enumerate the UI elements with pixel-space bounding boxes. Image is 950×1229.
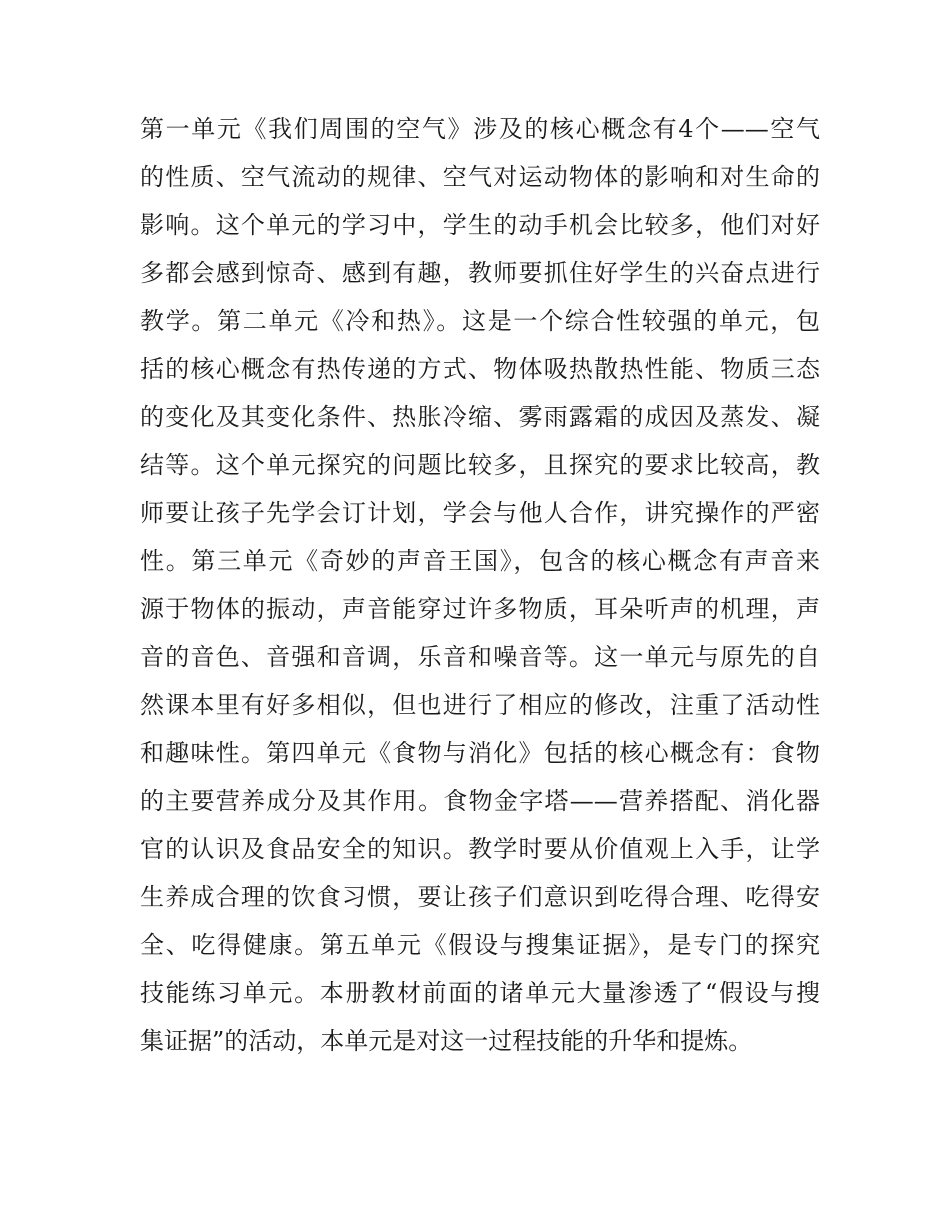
body-paragraph	[140, 105, 820, 1065]
paragraph-line: 影响。这个单元的学习中，学生的动手机会比较多，他们对好	[140, 211, 820, 239]
paragraph-line: 生养成合理的饮食习惯，要让孩子们意识到吃得合理、吃得安	[140, 883, 820, 911]
paragraph-line: 集证据”的活动，本单元是对这一过程技能的升华和提炼。	[140, 1027, 753, 1055]
paragraph-line: 音的音色、音强和音调，乐音和噪音等。这一单元与原先的自	[140, 643, 820, 671]
paragraph-line: 结等。这个单元探究的问题比较多，且探究的要求比较高，教	[140, 451, 820, 479]
paragraph-line: 源于物体的振动，声音能穿过许多物质，耳朵听声的机理，声	[140, 595, 820, 623]
paragraph-line: 括的核心概念有热传递的方式、物体吸热散热性能、物质三态	[140, 355, 820, 383]
paragraph-line: 和趣味性。第四单元《食物与消化》包括的核心概念有：食物	[140, 739, 820, 767]
paragraph-line: 技能练习单元。本册教材前面的诸单元大量渗透了“假设与搜	[140, 979, 820, 1007]
paragraph-line: 教学。第二单元《冷和热》。这是一个综合性较强的单元，包	[140, 307, 820, 335]
paragraph-line: 然课本里有好多相似，但也进行了相应的修改，注重了活动性	[140, 691, 820, 719]
paragraph-line: 的主要营养成分及其作用。食物金字塔——营养搭配、消化器	[140, 787, 820, 815]
paragraph-line: 第一单元《我们周围的空气》涉及的核心概念有4个——空气	[140, 115, 820, 143]
paragraph-line: 官的认识及食品安全的知识。教学时要从价值观上入手，让学	[140, 835, 820, 863]
paragraph-line: 的性质、空气流动的规律、空气对运动物体的影响和对生命的	[140, 163, 820, 191]
paragraph-line: 全、吃得健康。第五单元《假设与搜集证据》，是专门的探究	[140, 931, 820, 959]
paragraph-line: 师要让孩子先学会订计划，学会与他人合作，讲究操作的严密	[140, 499, 820, 527]
paragraph-line: 多都会感到惊奇、感到有趣，教师要抓住好学生的兴奋点进行	[140, 259, 820, 287]
paragraph-line: 性。第三单元《奇妙的声音王国》，包含的核心概念有声音来	[140, 547, 820, 575]
paragraph-line: 的变化及其变化条件、热胀冷缩、雾雨露霜的成因及蒸发、凝	[140, 403, 820, 431]
